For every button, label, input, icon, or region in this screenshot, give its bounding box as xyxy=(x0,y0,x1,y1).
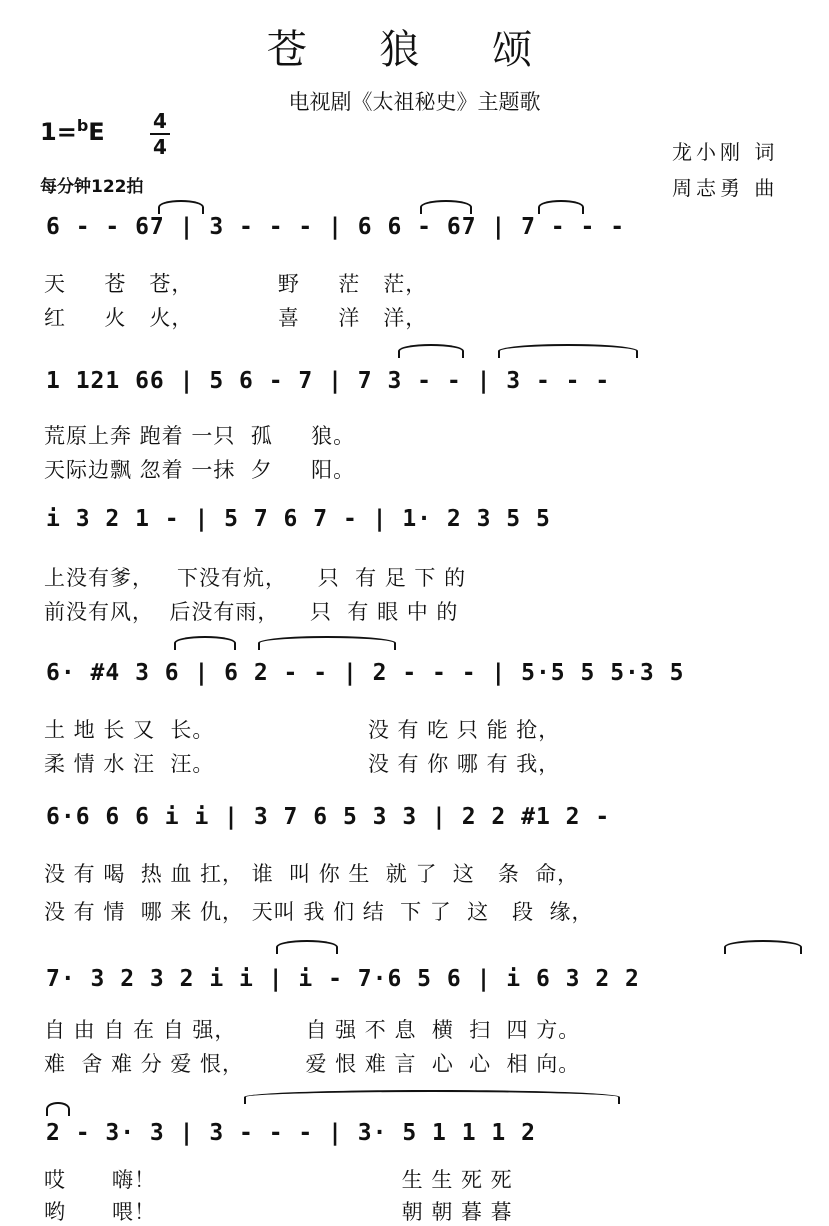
lyric-line-6-verse-2: 难 舍 难 分 爱 恨， 爱 恨 难 言 心 心 相 向。 xyxy=(44,1052,581,1076)
notation-line-7: 2 - 3· 3 | 3 - - - | 3· 5 1 1 1 2 xyxy=(46,1120,536,1146)
lyric-line-6-verse-1: 自 由 自 在 自 强， 自 强 不 息 横 扫 四 方。 xyxy=(44,1018,581,1042)
slur xyxy=(724,940,802,954)
key-prefix: 1= xyxy=(40,118,77,146)
slur xyxy=(46,1102,70,1116)
notation-line-3: i 3 2 1 - | 5 7 6 7 - | 1· 2 3 5 5 xyxy=(46,506,551,532)
slur xyxy=(258,636,396,650)
song-subtitle: 电视剧《太祖秘史》主题歌 xyxy=(288,90,541,114)
slur xyxy=(538,200,584,214)
lyricist-credit: 龙小刚 词 xyxy=(672,140,779,164)
lyric-line-1-verse-2: 红 火 火， 喜 洋 洋， xyxy=(44,306,428,330)
notation-line-4: 6· #4 3 6 | 6 2 - - | 2 - - - | 5·5 5 5·3 5 xyxy=(46,660,685,686)
lyric-line-4-verse-2: 柔 情 水 汪 汪。 没 有 你 哪 有 我， xyxy=(44,752,561,776)
slur xyxy=(158,200,204,214)
lyric-line-1-verse-1: 天 苍 苍， 野 茫 茫， xyxy=(44,272,428,296)
song-title: 苍 狼 颂 xyxy=(266,27,563,73)
time-bottom: 4 xyxy=(153,135,167,159)
composer-credit: 周志勇 曲 xyxy=(672,176,779,200)
lyric-line-2-verse-1: 荒原上奔 跑着 一只 孤 狼。 xyxy=(44,424,356,448)
lyric-line-3-verse-1: 上没有爹， 下没有炕， 只 有 足 下 的 xyxy=(44,566,467,590)
lyric-line-4-verse-1: 土 地 长 又 长。 没 有 吃 只 能 抢， xyxy=(44,718,561,742)
lyric-line-5-verse-2: 没 有 情 哪 来 仇， 天叫 我 们 结 下 了 这 段 缘， xyxy=(44,900,594,924)
slur xyxy=(276,940,338,954)
slur xyxy=(244,1090,620,1104)
lyric-line-3-verse-2: 前没有风， 后没有雨， 只 有 眼 中 的 xyxy=(44,600,459,624)
time-signature xyxy=(150,110,170,158)
key-signature xyxy=(40,116,105,146)
slur xyxy=(498,344,638,358)
tempo-marking: 每分钟122拍 xyxy=(40,177,144,197)
lyric-line-2-verse-2: 天际边飘 忽着 一抹 夕 阳。 xyxy=(44,458,356,482)
lyric-line-7-verse-1: 哎 嗨！ 生 生 死 死 xyxy=(44,1168,513,1192)
slur xyxy=(420,200,472,214)
notation-line-6: 7· 3 2 3 2 i i | i - 7·6 5 6 | i 6 3 2 2 xyxy=(46,966,640,992)
lyric-line-5-verse-1: 没 有 喝 热 血 扛， 谁 叫 你 生 就 了 这 条 命， xyxy=(44,862,580,886)
notation-line-1: 6 - - 67 | 3 - - - | 6 6 - 67 | 7 - - - xyxy=(46,214,626,240)
lyric-line-7-verse-2: 哟 喂！ 朝 朝 暮 暮 xyxy=(44,1200,513,1224)
notation-line-5: 6·6 6 6 i i | 3 7 6 5 3 3 | 2 2 #1 2 - xyxy=(46,804,611,830)
slur xyxy=(174,636,236,650)
notation-line-2: 1 121 66 | 5 6 - 7 | 7 3 - - | 3 - - - xyxy=(46,368,611,394)
key-flat: b xyxy=(76,116,89,135)
slur xyxy=(398,344,464,358)
time-top: 4 xyxy=(153,109,167,133)
key-note: E xyxy=(88,118,105,146)
